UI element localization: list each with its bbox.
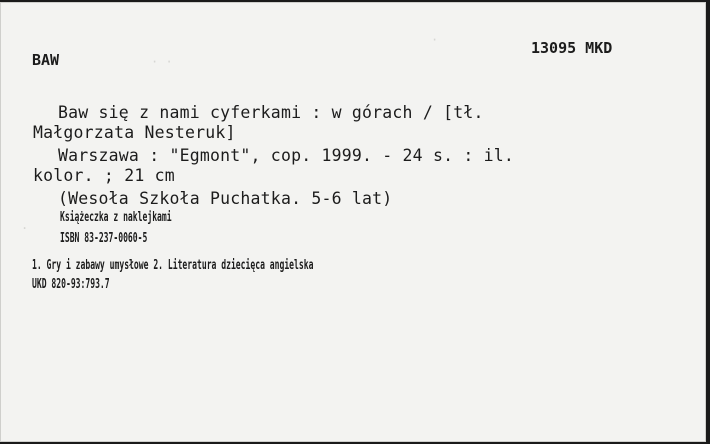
faint-mark: . — [21, 218, 29, 232]
header-left: BAW — [32, 51, 60, 69]
series-statement: (Wesoła Szkoła Puchatka. 5-6 lat) — [58, 189, 393, 208]
isbn-line: ISBN 83-237-0060-5 — [60, 231, 148, 246]
faint-mark: · · — [151, 55, 173, 69]
faint-mark: · — [431, 33, 439, 47]
title-line-2: Małgorzata Nesteruk] — [33, 123, 236, 142]
catalog-card — [0, 2, 706, 442]
imprint-line-1: Warszawa : "Egmont", cop. 1999. - 24 s. : il. — [58, 146, 515, 165]
note-line: Książeczka z naklejkami — [60, 210, 172, 225]
ukd-line: UKD 820-93:793.7 — [32, 277, 110, 292]
title-line-1: Baw się z nami cyferkami : w górach / [tł. — [58, 103, 484, 122]
subject-headings: 1. Gry i zabawy umysłowe 2. Literatura dziecięca angielska — [32, 258, 314, 273]
header-right: 13095 MKD — [531, 39, 613, 57]
imprint-line-2: kolor. ; 21 cm — [33, 166, 175, 185]
